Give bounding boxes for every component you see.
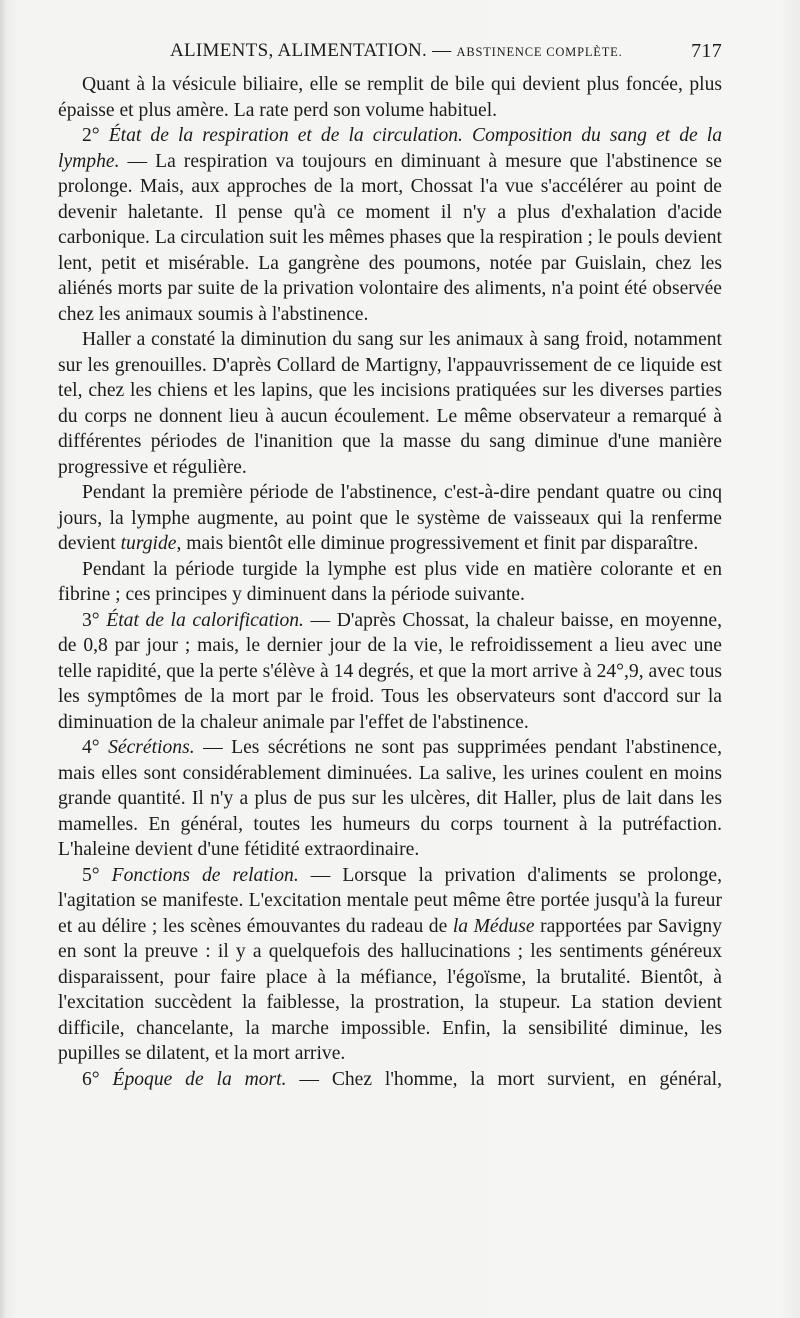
running-head [170,40,623,62]
section-number: 4° [82,737,109,758]
italic-term: turgide [120,533,177,554]
paragraph-text: — Chez l'homme, la mort survient, en général, [286,1068,723,1090]
paragraph-secretions [58,735,722,863]
section-heading: État de la respiration et de la circulation. Composition du sang et de la lymphe. [58,125,722,172]
running-head-separator: — [427,40,457,61]
section-number: 2° [82,125,109,146]
paragraph-respiration-circulation [58,123,722,327]
paragraph-time-of-death [58,1067,722,1093]
running-head-subtitle: ABSTINENCE COMPLÈTE. [456,45,623,59]
paragraph-text: Pendant la période turgide la lymphe est plus vide en matière colorante et en fibrine ; ces principes y diminuent dans la période suivante. [58,558,722,605]
section-heading: Fonctions de relation. [111,864,299,886]
section-heading: État de la calorification. [106,609,304,631]
paragraph-text: , mais bientôt elle diminue progressivement et finit par disparaître. [176,533,699,554]
section-number: 3° [82,609,107,631]
paragraph-haller-blood [58,327,722,480]
paragraph-text: — D'après Chossat, la chaleur baisse, en moyenne, de 0,8 par jour ; mais, le dernier jour de la vie, le refroidissement a lieu avec une telle rapidité, que la perte s'élève à 14 degrés, et que la mort arrive à 24°,9, avec tous les symptômes de la mort par le froid. Tous les observateurs sont d'accord sur la diminuation de la chaleur animale par l'effet de l'abstinence. [58,609,723,733]
paragraph-text: — Lorsque la privation d'aliments se prolonge, l'agitation se manifeste. L'excitation mentale peut même être portée jusqu'à la fureur et au délire ; les scènes émouvantes du radeau de [58,864,722,937]
running-head-main: ALIMENTS, ALIMENTATION. [170,40,428,61]
section-heading: Époque de la mort. [112,1068,287,1090]
paragraph-text: — Les sécrétions ne sont pas supprimées pendant l'abstinence, mais elles sont considérablement diminuées. La salive, les urines coulent en moins grande quantité. Il n'y a plus de pus sur les ulcères, dit Haller, plus de lait dans les mamelles. En général, toutes les humeurs du corps tournent à la putréfaction. L'haleine devient d'une fétidité extraordinaire. [58,737,723,860]
section-number: 6° [82,1068,113,1090]
paragraph-text: Pendant la première période de l'abstinence, c'est-à-dire pendant quatre ou cinq jours, la lymphe augmente, au point que le système de vaisseaux qui la renferme devient [58,482,722,554]
page-header [58,40,722,68]
section-number: 5° [82,864,112,886]
paragraph-text: — La respiration va toujours en diminuant à mesure que l'abstinence se prolonge. Mais, aux approches de la mort, Chossat l'a vue s'accélérer au point de devenir haletante. Il pense qu'à ce moment il n'y a plus d'exhalation d'acide carbonique. La circulation suit les mêmes phases que la respiration ; le pouls devient lent, petit et misérable. La gangrène des poumons, notée par Guislain, chez les aliénés morts par suite de la privation volontaire des aliments, n'a point été observée chez les animaux soumis à l'abstinence. [58,150,722,325]
paragraph-text: rapportées par Savigny en sont la preuve : il y a quelquefois des hallucinations ; les sentiments généreux disparaissent, pour faire place à la méfiance, l'égoïsme, la brutalité. Bientôt, à l'excitation succèdent la faiblesse, la prostration, la stupeur. La station devient difficile, chancelante, la marche impossible. Enfin, la sensibilité diminue, les pupilles se dilatent, et la mort arrive. [58,915,722,1064]
body-text [58,72,722,1092]
paragraph-lymph-first-period [58,480,722,557]
paragraph-text: Quant à la vésicule biliaire, elle se remplit de bile qui devient plus foncée, plus épaisse et plus amère. La rate perd son volume habituel. [58,74,722,121]
page-number: 717 [691,40,722,62]
paragraph-gallbladder [58,72,722,123]
paragraph-calorification [58,608,722,736]
paragraph-text: Haller a constaté la diminution du sang sur les animaux à sang froid, notamment sur les grenouilles. D'après Collard de Martigny, l'appauvrissement de ce liquide est tel, chez les chiens et les lapins, que les incisions pratiquées sur les diverses parties du corps ne donnent lieu à aucun écoulement. Le même observateur a remarqué à différentes périodes de l'inanition que la masse du sang diminue d'une manière progressive et régulière. [58,329,722,478]
section-heading: Sécrétions. [108,737,195,758]
paragraph-lymph-turgid-period [58,557,722,608]
page-gutter-shadow [0,0,6,1318]
paragraph-relation-functions [58,863,722,1067]
italic-term: la Méduse [452,915,535,937]
